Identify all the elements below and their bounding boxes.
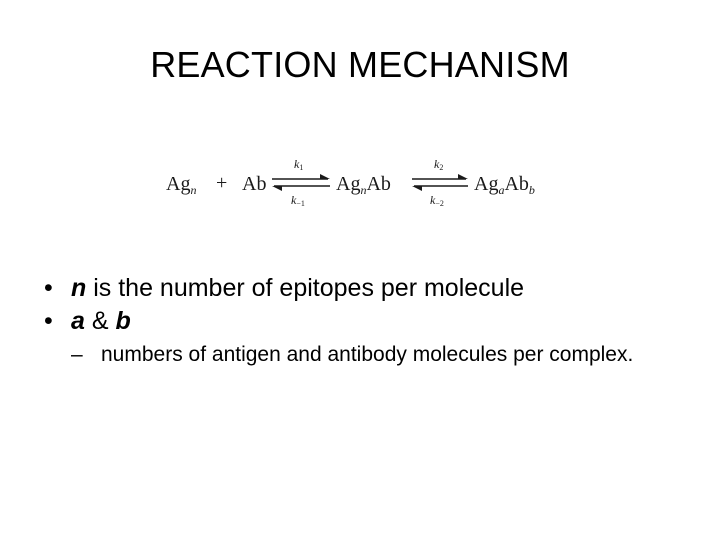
rate-constant-k-minus1: k−1	[291, 193, 305, 208]
equation-term-agnab: $Ag_nAb$	[336, 173, 391, 197]
bullet-a-and-b	[44, 305, 684, 338]
bullet-epitopes	[44, 272, 684, 305]
sub-bullet-text: numbers of antigen and antibody molecules per complex.	[101, 343, 634, 366]
equation-term-ab: Ab	[242, 173, 267, 195]
ampersand: &	[84, 307, 116, 335]
equation-svg	[160, 152, 560, 212]
equation-term-agaabb: $Ag_aAb_b$	[474, 173, 535, 197]
equilibrium-arrow-2	[412, 174, 468, 191]
bullet-list	[44, 272, 684, 369]
slide-title: REACTION MECHANISM	[150, 44, 570, 85]
rate-constant-k-minus2: k−2	[430, 193, 444, 208]
sub-bullet-description	[71, 340, 684, 369]
rate-constant-k2: k2	[434, 157, 444, 172]
bullet-marker: •	[44, 307, 53, 335]
equation-plus: +	[216, 172, 228, 194]
rate-constant-k1: k1	[294, 157, 304, 172]
reaction-equation	[160, 152, 560, 212]
variable-b: b	[115, 307, 131, 335]
sub-bullet-marker: –	[71, 343, 83, 366]
variable-a: a	[71, 307, 85, 335]
bullet-marker: •	[44, 274, 53, 302]
equilibrium-arrow-1	[272, 174, 330, 191]
equation-term-agn: $Ag_n$	[166, 173, 197, 197]
bullet-text: is the number of epitopes per molecule	[86, 274, 525, 302]
variable-n: n	[71, 274, 87, 302]
